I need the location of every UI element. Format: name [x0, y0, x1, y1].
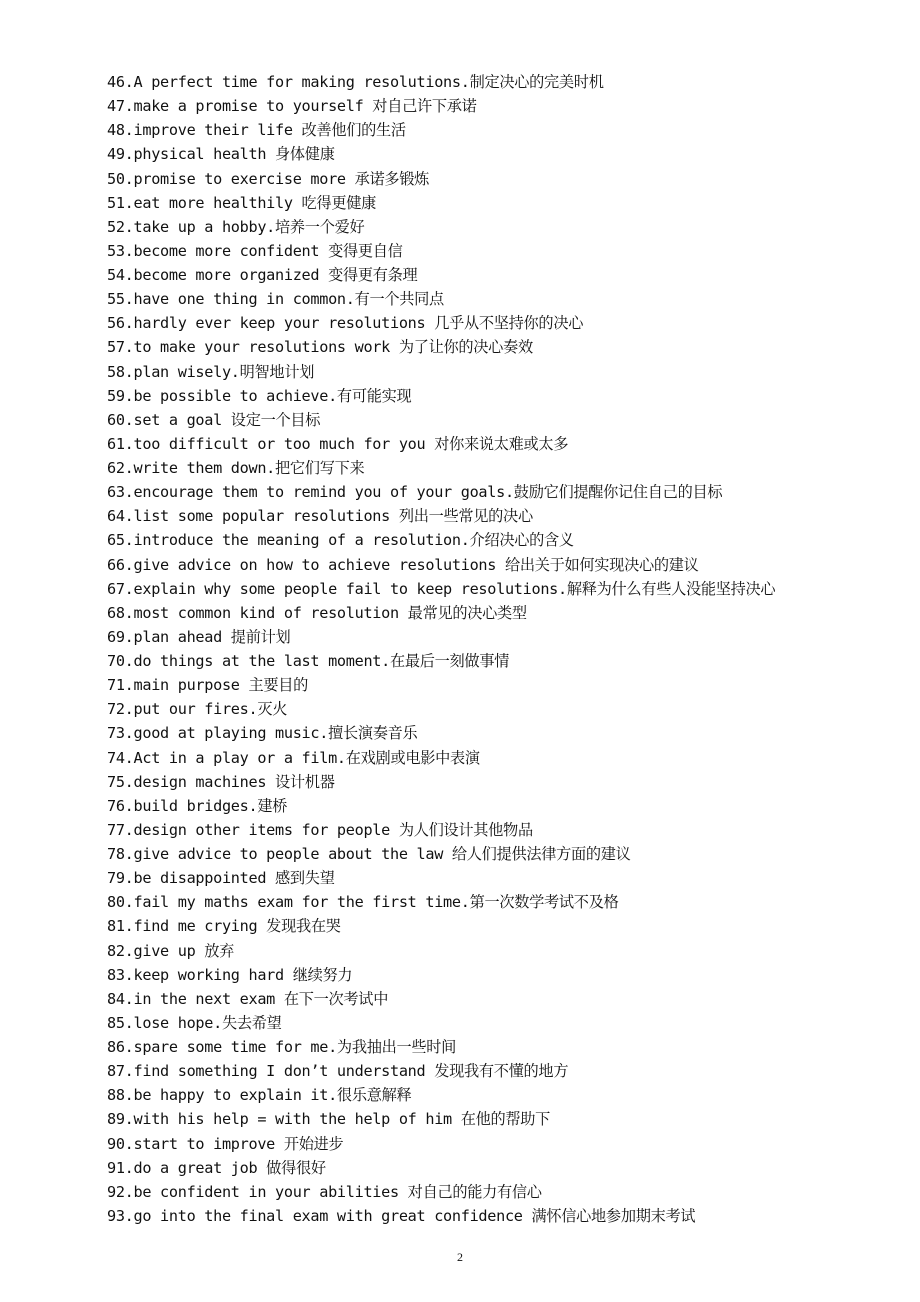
- item-number: 92.: [107, 1182, 134, 1201]
- item-text: encourage them to remind you of your goals.鼓励它们提醒你记住自己的目标: [133, 483, 723, 502]
- item-number: 82.: [107, 941, 134, 960]
- phrase-item: [107, 697, 897, 721]
- item-text: be happy to explain it.很乐意解释: [133, 1086, 412, 1105]
- item-number: 90.: [107, 1134, 134, 1153]
- phrase-item: [107, 963, 897, 987]
- item-number: 73.: [107, 724, 134, 743]
- item-text: fail my maths exam for the first time.第一次数学考试不及格: [133, 893, 619, 912]
- phrase-item: [107, 1083, 897, 1107]
- item-number: 55.: [107, 290, 134, 309]
- item-number: 65.: [107, 531, 134, 550]
- item-number: 53.: [107, 241, 134, 260]
- item-number: 89.: [107, 1110, 134, 1129]
- item-text: build bridges.建桥: [133, 796, 288, 815]
- item-text: introduce the meaning of a resolution.介绍决心的含义: [133, 531, 574, 550]
- item-number: 74.: [107, 748, 134, 767]
- item-text: be possible to achieve.有可能实现: [133, 386, 412, 405]
- phrase-item: [107, 70, 897, 94]
- item-number: 62.: [107, 459, 134, 477]
- item-number: 67.: [107, 579, 134, 598]
- item-number: 81.: [107, 917, 134, 936]
- phrase-item: [107, 263, 897, 287]
- item-number: 79.: [107, 869, 134, 888]
- item-text: find me crying 发现我在哭: [133, 917, 341, 936]
- phrase-item: [107, 721, 897, 745]
- item-text: be confident in your abilities 对自己的能力有信心: [133, 1182, 542, 1201]
- item-number: 61.: [107, 434, 134, 453]
- item-text: give up 放弃: [133, 941, 235, 960]
- phrase-item: [107, 625, 897, 649]
- item-number: 48.: [107, 121, 134, 140]
- item-text: take up a hobby.培养一个爱好: [133, 217, 365, 236]
- phrase-item: [107, 890, 897, 914]
- phrase-item: [107, 118, 897, 142]
- item-number: 46.: [107, 73, 134, 91]
- phrase-item: [107, 287, 897, 311]
- item-text: do things at the last moment.在最后一刻做事情: [133, 652, 510, 670]
- item-text: go into the final exam with great confidence 满怀信心地参加期末考试: [133, 1206, 696, 1225]
- item-number: 78.: [107, 845, 134, 863]
- phrase-item: [107, 914, 897, 938]
- phrase-item: [107, 360, 897, 384]
- phrase-item: [107, 384, 897, 408]
- item-text: have one thing in common.有一个共同点: [133, 290, 444, 309]
- item-text: be disappointed 感到失望: [133, 869, 335, 888]
- phrase-item: [107, 142, 897, 166]
- phrase-item: [107, 335, 897, 359]
- item-text: plan ahead 提前计划: [133, 627, 291, 646]
- item-text: explain why some people fail to keep resolutions.解释为什么有些人没能坚持决心: [133, 579, 776, 598]
- item-number: 66.: [107, 555, 134, 574]
- phrase-item: [107, 1132, 897, 1156]
- phrase-item: [107, 818, 897, 842]
- item-text: main purpose 主要目的: [133, 676, 309, 695]
- item-number: 58.: [107, 362, 134, 381]
- item-number: 76.: [107, 796, 134, 815]
- phrase-item: [107, 167, 897, 191]
- phrase-item: [107, 1035, 897, 1059]
- item-text: too difficult or too much for you 对你来说太难或太多: [133, 434, 569, 453]
- item-text: become more confident 变得更自信: [133, 241, 403, 260]
- page-number: 2: [457, 1250, 463, 1264]
- phrase-item: [107, 480, 897, 504]
- phrase-item: [107, 794, 897, 818]
- phrase-item: [107, 528, 897, 552]
- item-text: write them down.把它们写下来: [133, 459, 365, 477]
- item-number: 64.: [107, 507, 134, 526]
- item-number: 86.: [107, 1038, 134, 1056]
- phrase-item: [107, 866, 897, 890]
- item-text: with his help = with the help of him 在他的帮助下: [133, 1110, 551, 1129]
- phrase-item: [107, 1180, 897, 1204]
- phrase-item: [107, 311, 897, 335]
- item-text: put our fires.灭火: [133, 700, 288, 719]
- item-text: do a great job 做得很好: [133, 1158, 326, 1177]
- item-text: set a goal 设定一个目标: [133, 410, 321, 429]
- item-number: 54.: [107, 266, 134, 284]
- item-number: 91.: [107, 1158, 134, 1177]
- phrase-item: [107, 1011, 897, 1035]
- phrase-item: [107, 577, 897, 601]
- phrase-item: [107, 673, 897, 697]
- item-text: eat more healthily 吃得更健康: [133, 193, 376, 212]
- item-number: 80.: [107, 893, 134, 912]
- phrase-item: [107, 432, 897, 456]
- item-text: in the next exam 在下一次考试中: [133, 989, 389, 1008]
- item-text: promise to exercise more 承诺多锻炼: [133, 169, 430, 188]
- item-text: most common kind of resolution 最常见的决心类型: [133, 603, 527, 622]
- item-text: give advice on how to achieve resolutions 给出关于如何实现决心的建议: [133, 555, 699, 574]
- item-number: 60.: [107, 410, 134, 429]
- item-number: 77.: [107, 820, 134, 839]
- phrase-item: [107, 191, 897, 215]
- item-number: 93.: [107, 1206, 134, 1225]
- item-text: keep working hard 继续努力: [133, 965, 353, 984]
- phrase-item: [107, 94, 897, 118]
- item-number: 72.: [107, 700, 134, 719]
- item-number: 51.: [107, 193, 134, 212]
- item-number: 84.: [107, 989, 134, 1008]
- item-number: 49.: [107, 145, 134, 164]
- item-number: 69.: [107, 627, 134, 646]
- item-number: 88.: [107, 1086, 134, 1105]
- item-text: hardly ever keep your resolutions 几乎从不坚持你的决心: [133, 314, 584, 333]
- phrase-item: [107, 649, 897, 673]
- item-text: lose hope.失去希望: [133, 1013, 282, 1032]
- item-text: make a promise to yourself 对自己许下承诺: [133, 97, 477, 116]
- phrase-item: [107, 842, 897, 866]
- item-number: 57.: [107, 338, 134, 357]
- phrase-item: [107, 987, 897, 1011]
- phrase-item: [107, 601, 897, 625]
- phrase-item: [107, 1204, 897, 1228]
- phrase-item: [107, 1156, 897, 1180]
- item-number: 50.: [107, 169, 134, 188]
- phrase-item: [107, 553, 897, 577]
- item-text: A perfect time for making resolutions.制定决心的完美时机: [133, 73, 604, 91]
- phrase-item: [107, 215, 897, 239]
- item-text: start to improve 开始进步: [133, 1134, 344, 1153]
- item-number: 71.: [107, 676, 134, 695]
- item-text: improve their life 改善他们的生活: [133, 121, 406, 140]
- phrase-list: [107, 70, 897, 1228]
- item-text: design machines 设计机器: [133, 772, 335, 791]
- item-text: Act in a play or a film.在戏剧或电影中表演: [133, 748, 480, 767]
- item-text: to make your resolutions work 为了让你的决心奏效: [133, 338, 533, 357]
- phrase-item: [107, 939, 897, 963]
- phrase-item: [107, 746, 897, 770]
- item-text: physical health 身体健康: [133, 145, 335, 164]
- item-number: 85.: [107, 1013, 134, 1032]
- phrase-item: [107, 770, 897, 794]
- item-number: 52.: [107, 217, 134, 236]
- phrase-item: [107, 1107, 897, 1131]
- item-text: spare some time for me.为我抽出一些时间: [133, 1038, 457, 1056]
- phrase-item: [107, 239, 897, 263]
- item-number: 59.: [107, 386, 134, 405]
- phrase-item: [107, 456, 897, 480]
- item-number: 56.: [107, 314, 134, 333]
- item-number: 47.: [107, 97, 134, 116]
- item-number: 70.: [107, 652, 134, 670]
- item-number: 83.: [107, 965, 134, 984]
- item-number: 75.: [107, 772, 134, 791]
- phrase-item: [107, 1059, 897, 1083]
- item-text: good at playing music.擅长演奏音乐: [133, 724, 418, 743]
- item-text: design other items for people 为人们设计其他物品: [133, 820, 533, 839]
- item-number: 68.: [107, 603, 134, 622]
- item-text: list some popular resolutions 列出一些常见的决心: [133, 507, 533, 526]
- item-text: find something I don’t understand 发现我有不懂的地方: [133, 1062, 569, 1081]
- item-number: 63.: [107, 483, 134, 502]
- item-text: plan wisely.明智地计划: [133, 362, 315, 381]
- item-text: become more organized 变得更有条理: [133, 266, 418, 284]
- phrase-item: [107, 408, 897, 432]
- item-text: give advice to people about the law 给人们提供法律方面的建议: [133, 845, 631, 863]
- item-number: 87.: [107, 1062, 134, 1081]
- phrase-item: [107, 504, 897, 528]
